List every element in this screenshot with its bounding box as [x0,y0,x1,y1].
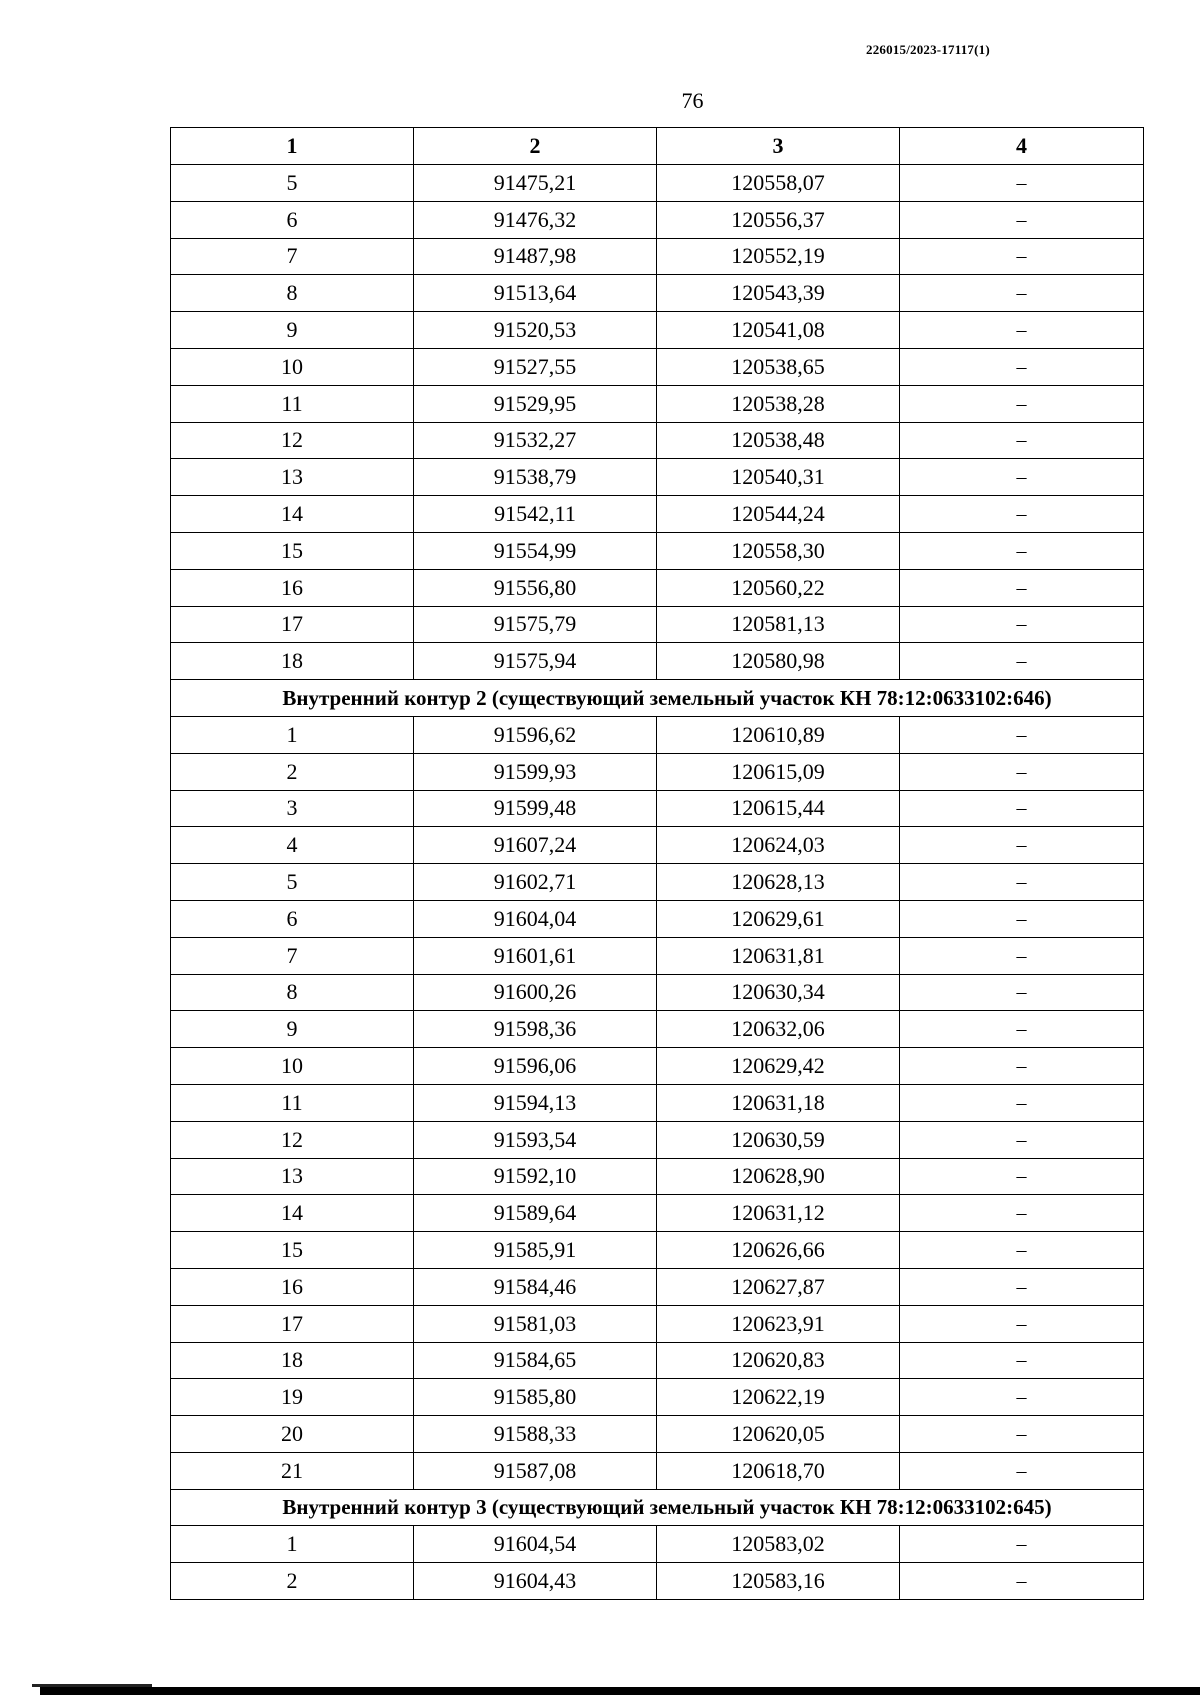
column-4-cell: – [900,1195,1144,1232]
point-number-cell: 13 [171,459,414,496]
column-header: 1 [171,128,414,165]
x-coordinate-cell: 91593,54 [414,1121,657,1158]
point-number-cell: 6 [171,201,414,238]
y-coordinate-cell: 120581,13 [657,606,900,643]
table-row [171,937,1144,974]
point-number-cell: 4 [171,827,414,864]
y-coordinate-cell: 120624,03 [657,827,900,864]
column-4-cell: – [900,937,1144,974]
table-row [171,716,1144,753]
point-number-cell: 21 [171,1452,414,1489]
point-number-cell: 15 [171,1232,414,1269]
column-4-cell: – [900,606,1144,643]
table-row [171,606,1144,643]
column-4-cell: – [900,1342,1144,1379]
x-coordinate-cell: 91575,94 [414,643,657,680]
column-4-cell: – [900,201,1144,238]
point-number-cell: 11 [171,1084,414,1121]
table-row [171,201,1144,238]
y-coordinate-cell: 120620,83 [657,1342,900,1379]
y-coordinate-cell: 120630,59 [657,1121,900,1158]
point-number-cell: 20 [171,1416,414,1453]
y-coordinate-cell: 120580,98 [657,643,900,680]
column-4-cell: – [900,1121,1144,1158]
x-coordinate-cell: 91600,26 [414,974,657,1011]
point-number-cell: 8 [171,275,414,312]
x-coordinate-cell: 91598,36 [414,1011,657,1048]
point-number-cell: 12 [171,1121,414,1158]
table-row [171,1268,1144,1305]
x-coordinate-cell: 91588,33 [414,1416,657,1453]
table-row [171,1526,1144,1563]
column-4-cell: – [900,1305,1144,1342]
table-row [171,1379,1144,1416]
table-row [171,864,1144,901]
x-coordinate-cell: 91584,46 [414,1268,657,1305]
table-row [171,1121,1144,1158]
table-row [171,1084,1144,1121]
column-header: 3 [657,128,900,165]
table-row [171,790,1144,827]
x-coordinate-cell: 91601,61 [414,937,657,974]
x-coordinate-cell: 91596,06 [414,1048,657,1085]
table-row [171,532,1144,569]
table-row [171,974,1144,1011]
y-coordinate-cell: 120610,89 [657,716,900,753]
table-row [171,753,1144,790]
y-coordinate-cell: 120630,34 [657,974,900,1011]
page-number: 76 [681,88,704,113]
y-coordinate-cell: 120540,31 [657,459,900,496]
point-number-cell: 6 [171,900,414,937]
y-coordinate-cell: 120558,07 [657,165,900,202]
x-coordinate-cell: 91520,53 [414,312,657,349]
y-coordinate-cell: 120620,05 [657,1416,900,1453]
x-coordinate-cell: 91604,54 [414,1526,657,1563]
x-coordinate-cell: 91589,64 [414,1195,657,1232]
table-row [171,459,1144,496]
point-number-cell: 7 [171,937,414,974]
y-coordinate-cell: 120583,16 [657,1563,900,1600]
table-row [171,385,1144,422]
y-coordinate-cell: 120629,61 [657,900,900,937]
point-number-cell: 13 [171,1158,414,1195]
x-coordinate-cell: 91585,91 [414,1232,657,1269]
y-coordinate-cell: 120632,06 [657,1011,900,1048]
table-row [171,1158,1144,1195]
table-row [171,422,1144,459]
column-header: 4 [900,128,1144,165]
y-coordinate-cell: 120544,24 [657,496,900,533]
y-coordinate-cell: 120631,12 [657,1195,900,1232]
x-coordinate-cell: 91529,95 [414,385,657,422]
x-coordinate-cell: 91584,65 [414,1342,657,1379]
column-4-cell: – [900,1011,1144,1048]
table-row [171,1452,1144,1489]
table-body [171,165,1144,1600]
column-4-cell: – [900,643,1144,680]
y-coordinate-cell: 120628,13 [657,864,900,901]
point-number-cell: 15 [171,532,414,569]
section-header-row [171,1489,1144,1526]
column-4-cell: – [900,716,1144,753]
y-coordinate-cell: 120558,30 [657,532,900,569]
x-coordinate-cell: 91604,43 [414,1563,657,1600]
column-4-cell: – [900,459,1144,496]
point-number-cell: 17 [171,1305,414,1342]
table-row [171,1342,1144,1379]
column-4-cell: – [900,1379,1144,1416]
scan-bottom-border [40,1687,1200,1695]
column-4-cell: – [900,790,1144,827]
table-row [171,1011,1144,1048]
column-4-cell: – [900,422,1144,459]
point-number-cell: 16 [171,1268,414,1305]
section-title: Внутренний контур 2 (существующий земельный участок КН 78:12:0633102:646) [171,680,1144,717]
x-coordinate-cell: 91554,99 [414,532,657,569]
coordinates-table [170,127,1144,1600]
column-4-cell: – [900,1526,1144,1563]
table-row [171,1416,1144,1453]
column-4-cell: – [900,385,1144,422]
y-coordinate-cell: 120627,87 [657,1268,900,1305]
table-row [171,275,1144,312]
table-row [171,900,1144,937]
table-row [171,312,1144,349]
x-coordinate-cell: 91575,79 [414,606,657,643]
column-4-cell: – [900,1158,1144,1195]
y-coordinate-cell: 120538,48 [657,422,900,459]
point-number-cell: 1 [171,716,414,753]
point-number-cell: 2 [171,753,414,790]
y-coordinate-cell: 120552,19 [657,238,900,275]
column-4-cell: – [900,900,1144,937]
point-number-cell: 8 [171,974,414,1011]
x-coordinate-cell: 91476,32 [414,201,657,238]
table-row [171,1305,1144,1342]
y-coordinate-cell: 120628,90 [657,1158,900,1195]
point-number-cell: 12 [171,422,414,459]
point-number-cell: 10 [171,1048,414,1085]
x-coordinate-cell: 91581,03 [414,1305,657,1342]
column-4-cell: – [900,1268,1144,1305]
column-4-cell: – [900,238,1144,275]
column-4-cell: – [900,496,1144,533]
column-4-cell: – [900,569,1144,606]
y-coordinate-cell: 120631,81 [657,937,900,974]
point-number-cell: 2 [171,1563,414,1600]
point-number-cell: 1 [171,1526,414,1563]
x-coordinate-cell: 91587,08 [414,1452,657,1489]
y-coordinate-cell: 120618,70 [657,1452,900,1489]
y-coordinate-cell: 120615,09 [657,753,900,790]
x-coordinate-cell: 91604,04 [414,900,657,937]
table-row [171,1048,1144,1085]
x-coordinate-cell: 91527,55 [414,348,657,385]
column-header: 2 [414,128,657,165]
table-row [171,238,1144,275]
column-4-cell: – [900,532,1144,569]
point-number-cell: 9 [171,1011,414,1048]
point-number-cell: 9 [171,312,414,349]
x-coordinate-cell: 91607,24 [414,827,657,864]
x-coordinate-cell: 91513,64 [414,275,657,312]
document-id: 226015/2023-17117(1) [866,42,990,57]
section-title: Внутренний контур 3 (существующий земельный участок КН 78:12:0633102:645) [171,1489,1144,1526]
column-4-cell: – [900,827,1144,864]
y-coordinate-cell: 120629,42 [657,1048,900,1085]
y-coordinate-cell: 120631,18 [657,1084,900,1121]
x-coordinate-cell: 91475,21 [414,165,657,202]
x-coordinate-cell: 91596,62 [414,716,657,753]
column-4-cell: – [900,974,1144,1011]
y-coordinate-cell: 120626,66 [657,1232,900,1269]
point-number-cell: 18 [171,1342,414,1379]
point-number-cell: 14 [171,496,414,533]
table-row [171,1232,1144,1269]
table-row [171,496,1144,533]
table-row [171,1563,1144,1600]
x-coordinate-cell: 91538,79 [414,459,657,496]
table-header-row [171,128,1144,165]
x-coordinate-cell: 91487,98 [414,238,657,275]
column-4-cell: – [900,753,1144,790]
point-number-cell: 16 [171,569,414,606]
point-number-cell: 17 [171,606,414,643]
column-4-cell: – [900,348,1144,385]
x-coordinate-cell: 91599,93 [414,753,657,790]
column-4-cell: – [900,864,1144,901]
y-coordinate-cell: 120583,02 [657,1526,900,1563]
x-coordinate-cell: 91542,11 [414,496,657,533]
y-coordinate-cell: 120538,65 [657,348,900,385]
column-4-cell: – [900,165,1144,202]
x-coordinate-cell: 91594,13 [414,1084,657,1121]
y-coordinate-cell: 120560,22 [657,569,900,606]
column-4-cell: – [900,1452,1144,1489]
table-row [171,165,1144,202]
point-number-cell: 5 [171,165,414,202]
column-4-cell: – [900,275,1144,312]
table-row [171,827,1144,864]
column-4-cell: – [900,1084,1144,1121]
point-number-cell: 14 [171,1195,414,1232]
y-coordinate-cell: 120556,37 [657,201,900,238]
point-number-cell: 7 [171,238,414,275]
x-coordinate-cell: 91585,80 [414,1379,657,1416]
point-number-cell: 11 [171,385,414,422]
table-row [171,348,1144,385]
x-coordinate-cell: 91602,71 [414,864,657,901]
x-coordinate-cell: 91556,80 [414,569,657,606]
y-coordinate-cell: 120541,08 [657,312,900,349]
y-coordinate-cell: 120538,28 [657,385,900,422]
section-header-row [171,680,1144,717]
column-4-cell: – [900,1563,1144,1600]
y-coordinate-cell: 120623,91 [657,1305,900,1342]
table-row [171,569,1144,606]
table-row [171,1195,1144,1232]
y-coordinate-cell: 120615,44 [657,790,900,827]
column-4-cell: – [900,1232,1144,1269]
point-number-cell: 10 [171,348,414,385]
y-coordinate-cell: 120543,39 [657,275,900,312]
column-4-cell: – [900,312,1144,349]
y-coordinate-cell: 120622,19 [657,1379,900,1416]
column-4-cell: – [900,1048,1144,1085]
point-number-cell: 18 [171,643,414,680]
point-number-cell: 19 [171,1379,414,1416]
column-4-cell: – [900,1416,1144,1453]
x-coordinate-cell: 91592,10 [414,1158,657,1195]
table-row [171,643,1144,680]
x-coordinate-cell: 91532,27 [414,422,657,459]
point-number-cell: 5 [171,864,414,901]
point-number-cell: 3 [171,790,414,827]
x-coordinate-cell: 91599,48 [414,790,657,827]
